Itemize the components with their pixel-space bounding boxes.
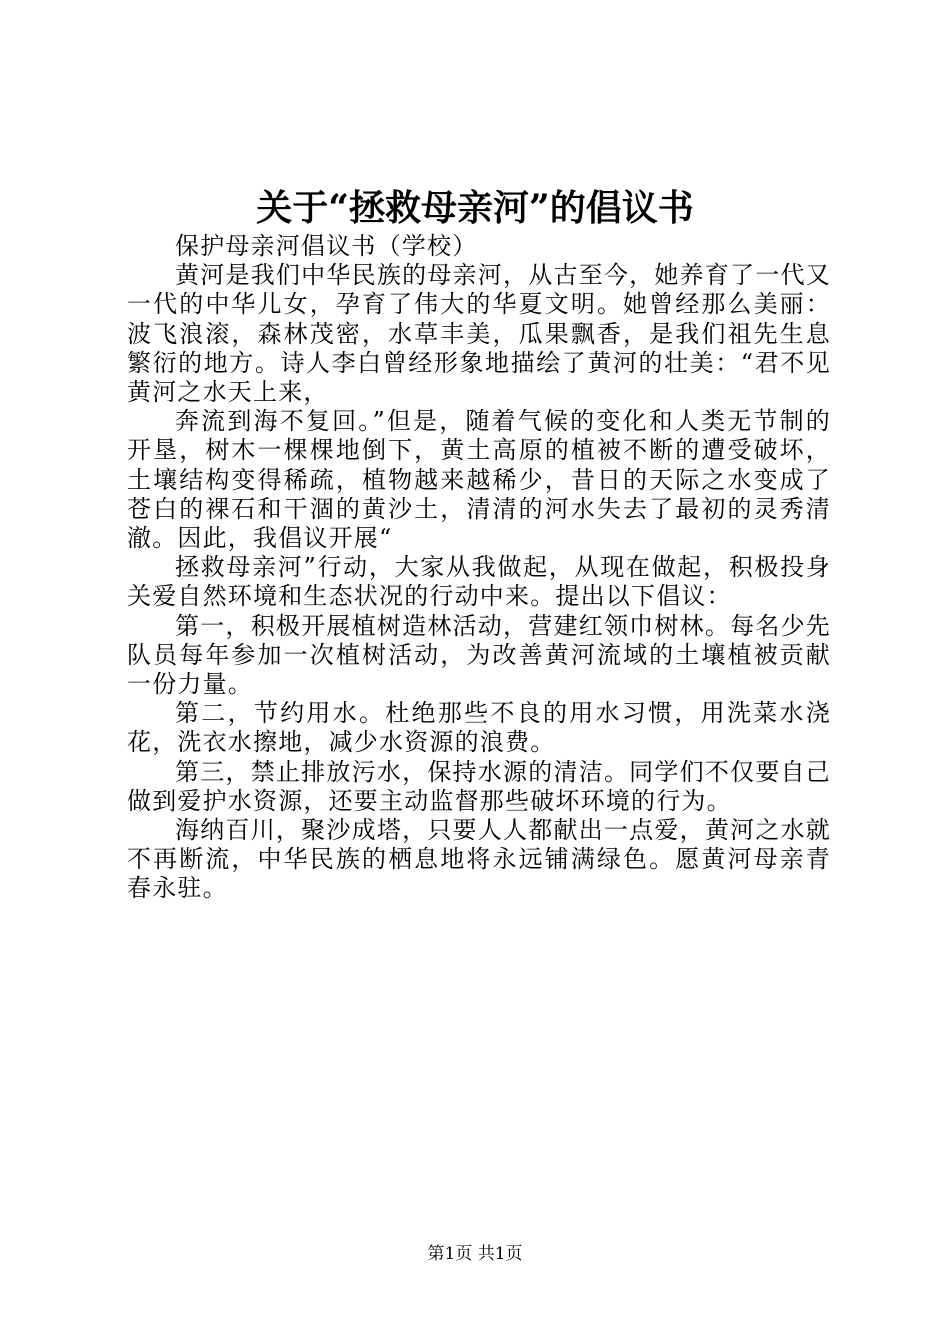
document-body <box>127 232 831 904</box>
body-paragraph: 奔流到海不复回。”但是，随着气候的变化和人类无节制的开垦，树木一棵棵地倒下，黄土高原的植被不断的遭受破坏，土壤结构变得稀疏，植物越来越稀少，昔日的天际之水变成了苍白的裸石和干涸的黄沙土，清清的河水失去了最初的灵秀清澈。因此，我倡议开展“ <box>127 407 831 553</box>
page-footer: 第1页 共1页 <box>427 1244 523 1264</box>
body-paragraph: 拯救母亲河”行动，大家从我做起，从现在做起，积极投身关爱自然环境和生态状况的行动中来。提出以下倡议： <box>127 553 831 611</box>
body-paragraph: 第一，积极开展植树造林活动，营建红领巾树林。每名少先队员每年参加一次植树活动，为改善黄河流域的土壤植被贡献一份力量。 <box>127 611 831 699</box>
subtitle-paragraph: 保护母亲河倡议书（学校） <box>175 232 478 260</box>
body-paragraph: 黄河是我们中华民族的母亲河，从古至今，她养育了一代又一代的中华儿女，孕育了伟大的华夏文明。她曾经那么美丽：波飞浪滚，森林茂密，水草丰美，瓜果飘香，是我们祖先生息繁衍的地方。诗人李白曾经形象地描绘了黄河的壮美：“君不见黄河之水天上来， <box>127 261 831 407</box>
body-paragraph: 第二，节约用水。杜绝那些不良的用水习惯，用洗菜水浇花，洗衣水擦地，减少水资源的浪费。 <box>127 699 831 757</box>
document-title: 关于“拯救母亲河”的倡议书 <box>256 187 694 229</box>
body-paragraph: 第三，禁止排放污水，保持水源的清洁。同学们不仅要自己做到爱护水资源，还要主动监督那些破坏环境的行为。 <box>127 757 831 815</box>
body-paragraph: 海纳百川，聚沙成塔，只要人人都献出一点爱，黄河之水就不再断流，中华民族的栖息地将永远铺满绿色。愿黄河母亲青春永驻。 <box>127 816 831 903</box>
